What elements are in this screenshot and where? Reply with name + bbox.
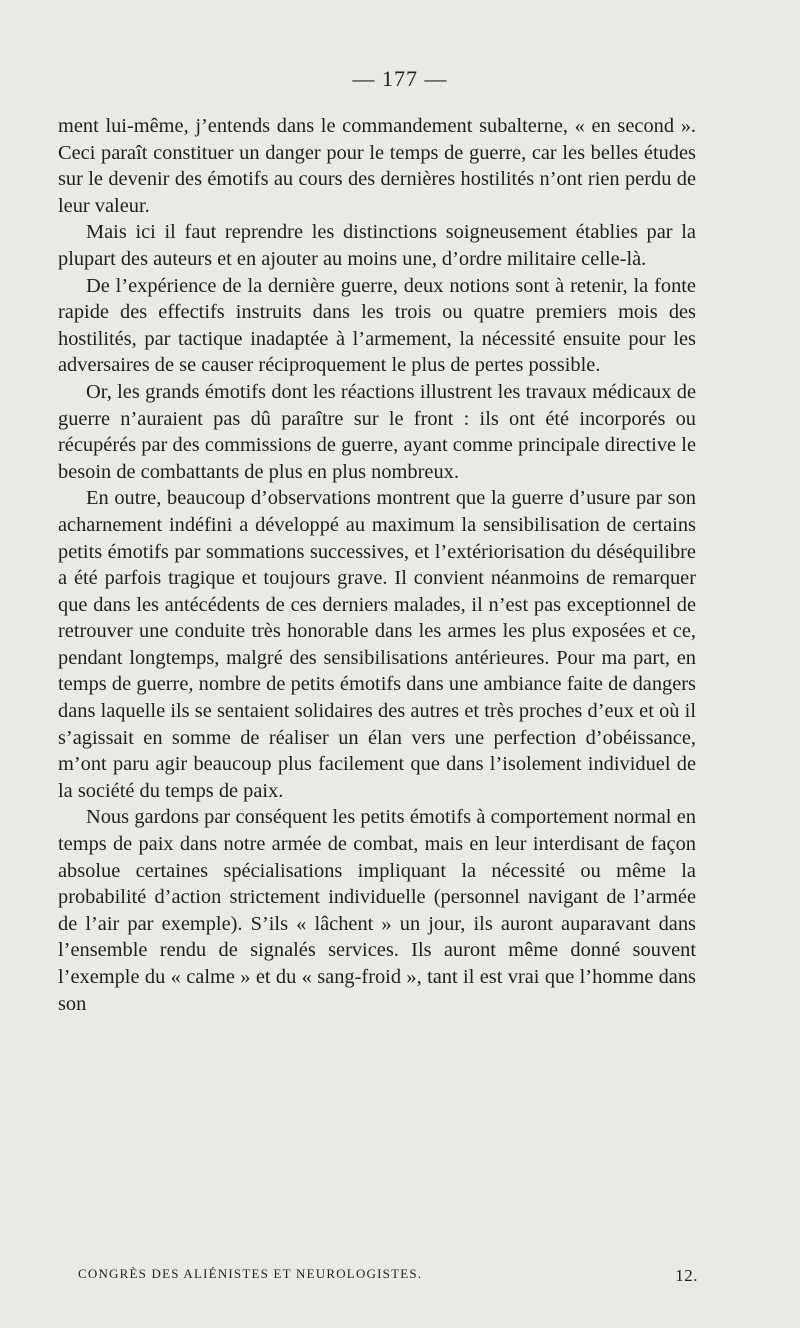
paragraph-2: Mais ici il faut reprendre les distinctions soigneusement établies par la plupart des auteurs et en ajouter au moins une, d’ordre militaire celle-là. [58, 221, 696, 270]
paragraph-3: De l’expérience de la dernière guerre, deux notions sont à retenir, la fonte rapide des effectifs instruits dans les trois ou quatre premiers mois des hostilités, par tactique inadaptée à l’armement, la nécessité ensuite pour les adversaires de se causer réciproquement le plus de pertes possible. [58, 274, 696, 377]
paragraph-5: En outre, beaucoup d’observations montrent que la guerre d’usure par son acharnement indéfini a développé au maximum la sensibilisation de certains petits émotifs par sommations successives, et l’extériorisation du déséquilibre a été parfois tragique et toujours grave. Il convient néanmoins de remarquer que dans les antécédents de ces derniers malades, il n’est pas exceptionnel de retrouver une conduite très honorable dans les armes les plus exposées et ce, pendant longtemps, malgré des sensibilisations antérieures. Pour ma part, en temps de guerre, nombre de petits émotifs dans une ambiance faite de dangers dans laquelle ils se sentaient solidaires des autres et très proches d’eux et où il s’agissait en somme de réaliser un élan vers une perfection d’obéissance, m’ont paru agir beaucoup plus facilement que dans l’isolement individuel de la société du temps de paix. [58, 487, 696, 802]
paragraph-6: Nous gardons par conséquent les petits émotifs à comportement normal en temps de paix dans notre armée de combat, mais en leur interdisant de façon absolue certaines spécialisations impliquant la nécessité ou même la probabilité d’action strictement individuelle (personnel navigant de l’armée de l’air par exemple). S’ils « lâchent » un jour, ils auront auparavant dans l’ensemble rendu de signalés services. Ils auront même donné souvent l’exemple du « calme » et du « sang-froid », tant il est vrai que l’homme dans son [58, 806, 696, 1015]
page-footer [78, 1266, 698, 1285]
paragraph-1: ment lui-même, j’entends dans le commandement subalterne, « en second ». Ceci paraît constituer un danger pour le temps de guerre, car les belles études sur le devenir des émotifs au cours des dernières hostilités n’ont rien perdu de leur valeur. [58, 115, 696, 217]
footer-title: CONGRÈS DES ALIÉNISTES ET NEUROLOGISTES. [78, 1266, 423, 1281]
paragraph-4: Or, les grands émotifs dont les réactions illustrent les travaux médicaux de guerre n’auraient pas dû paraître sur le front : ils ont été incorporés ou récupérés par des commissions de guerre, ayant comme principale directive le besoin de combattants de plus en plus nombreux. [58, 380, 696, 483]
body-text [58, 113, 696, 1017]
signature-mark: 12. [675, 1266, 698, 1285]
page-number: — 177 — [352, 66, 448, 91]
